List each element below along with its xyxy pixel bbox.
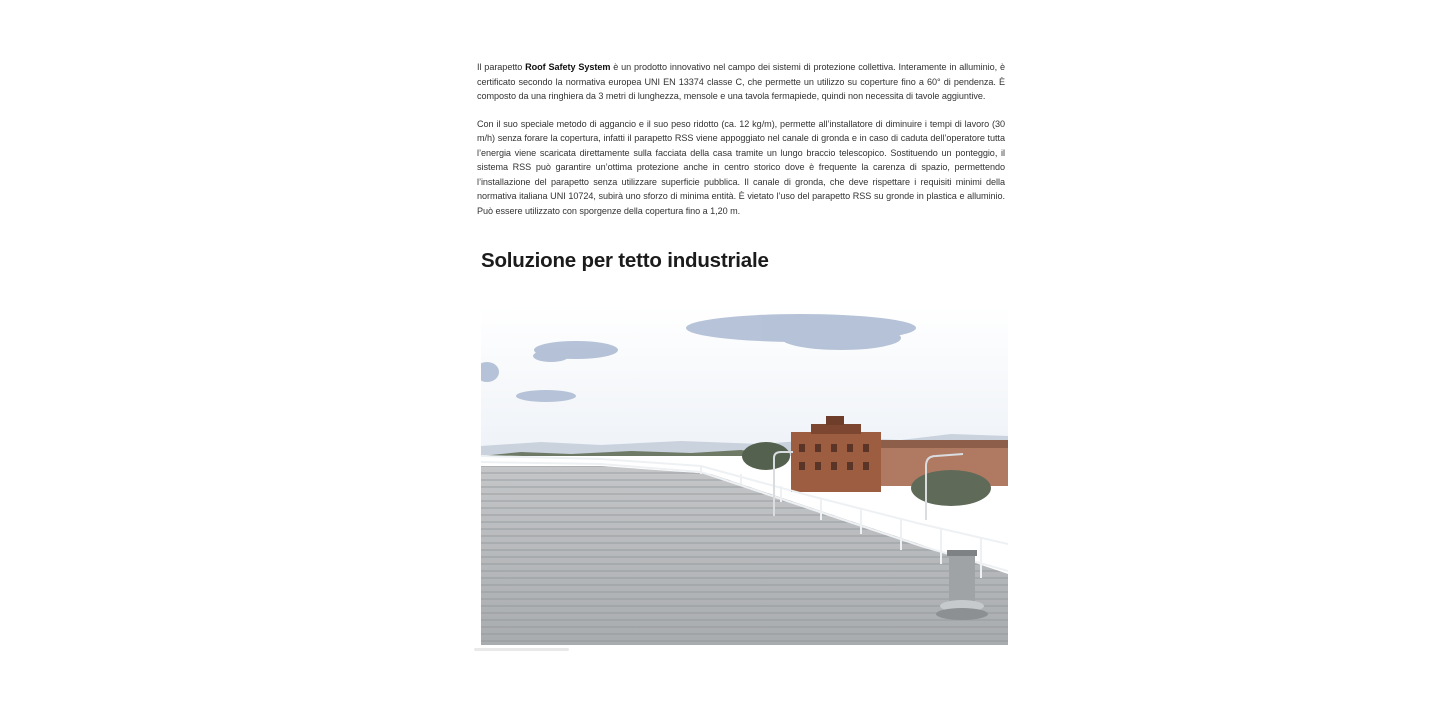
horizontal-scrollbar[interactable] bbox=[474, 648, 569, 651]
product-name: Roof Safety System bbox=[525, 62, 611, 72]
document-body bbox=[477, 60, 1005, 218]
paragraph-intro bbox=[477, 60, 1005, 104]
paragraph-details: Con il suo speciale metodo di aggancio e il suo peso ridotto (ca. 12 kg/m), permette all’installatore di diminuire i tempi di lavoro (30 m/h) senza forare la copertura, infatti il parapetto RSS viene appoggiato nel canale di gronda e in caso di caduta dell’operatore tutta l’energia viene scaricata direttamente sulla facciata della casa tramite un lungo braccio telescopico. Sostituendo un ponteggio, il sistema RSS può garantire un’ottima protezione anche in centro storico dove è frequente la carenza di spazio, permettendo l’installazione del parapetto senza utilizzare superficie pubblica. Il canale di gronda, che deve rispettare i requisiti minimi della normativa italiana UNI 10724, subirà uno sforzo di minima entità. È vietato l’uso del parapetto RSS su gronde in plastica e alluminio. Può essere utilizzato con sporgenze della copertura fino a 1,20 m. bbox=[477, 118, 1005, 216]
paragraph-intro-rest: è un prodotto innovativo nel campo dei sistemi di protezione collettiva. Interamente in alluminio, è certificato secondo la normativa europea UNI EN 13374 classe C, che permette un utilizzo su coperture fino a 60° di pendenza. È composto da una ringhiera da 3 metri di lunghezza, mensole e una tavola fermapiede, quindi non necessita di tavole aggiuntive. bbox=[477, 62, 1005, 101]
paragraph-intro-lead: Il parapetto bbox=[477, 62, 526, 72]
section-heading: Soluzione per tetto industriale bbox=[481, 249, 769, 272]
industrial-roof-photo bbox=[481, 306, 1008, 645]
